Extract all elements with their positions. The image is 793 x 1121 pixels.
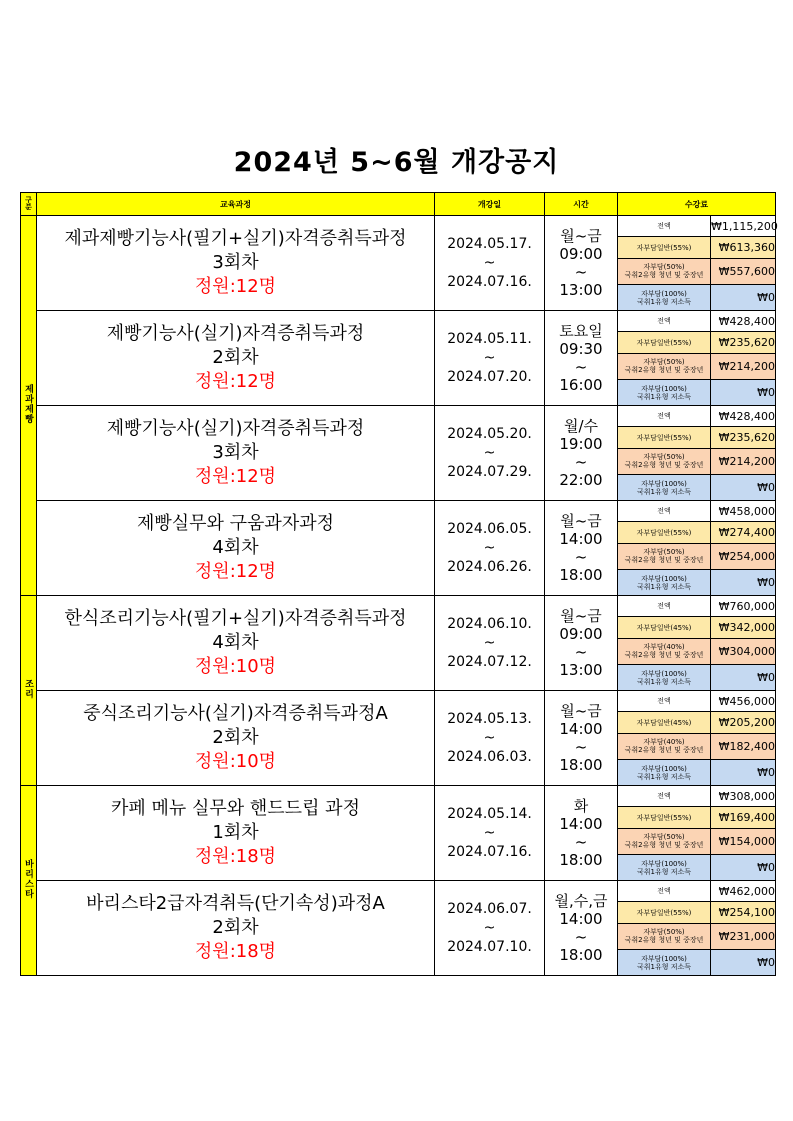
- fee-amount: ₩557,600: [711, 258, 776, 284]
- time-cell: [545, 501, 618, 596]
- fee-label-main: 자부담(100%): [641, 289, 687, 298]
- course-name: 한식조리기능사(필기+실기)자격증취득과정: [64, 608, 407, 629]
- class-days: 월~금: [560, 227, 602, 245]
- fee-amount: ₩0: [711, 285, 776, 310]
- course-name: 제빵기능사(실기)자격증취득과정: [106, 323, 365, 344]
- period-cell: [435, 406, 545, 501]
- fee-row: [618, 855, 775, 880]
- period-separator: ~: [483, 729, 496, 746]
- fee-label: [618, 712, 711, 734]
- fee-amount: ₩0: [711, 380, 776, 405]
- end-time: 22:00: [559, 471, 603, 489]
- fee-row: [618, 828, 775, 854]
- fee-cell: [618, 881, 776, 976]
- period-separator: ~: [483, 539, 496, 556]
- fee-amount: ₩231,000: [711, 923, 776, 949]
- time-separator: ~: [574, 833, 588, 851]
- fee-amount: ₩1,115,200: [711, 216, 776, 237]
- course-cell: [37, 786, 435, 881]
- period-separator: ~: [483, 349, 496, 366]
- category-cell: [21, 786, 37, 976]
- course-round: 2회차: [212, 347, 259, 368]
- fee-label: [618, 760, 711, 785]
- fee-label-main: 자부담일반(55%): [636, 433, 692, 442]
- fee-amount: ₩214,200: [711, 353, 776, 379]
- fee-row: [618, 332, 775, 354]
- fee-cell: [618, 786, 776, 881]
- fee-label: [618, 733, 711, 759]
- course-cell: [37, 216, 435, 311]
- fee-label-main: 자부담(50%): [643, 928, 685, 937]
- fee-label-main: 전액: [657, 697, 671, 706]
- category-cell: [21, 216, 37, 596]
- fee-row: [618, 570, 775, 595]
- fee-amount: ₩0: [711, 475, 776, 500]
- fee-table: [618, 691, 775, 785]
- fee-label-main: 자부담일반(55%): [636, 813, 692, 822]
- fee-row: [618, 448, 775, 474]
- end-date: 2024.07.10.: [447, 938, 532, 955]
- fee-amount: ₩235,620: [711, 427, 776, 449]
- start-time: 14:00: [559, 530, 603, 548]
- fee-label-main: 전액: [657, 792, 671, 801]
- fee-row: [618, 380, 775, 405]
- fee-row: [618, 427, 775, 449]
- fee-label-main: 자부담일반(45%): [636, 718, 692, 727]
- fee-cell: [618, 691, 776, 786]
- fee-label: [618, 311, 711, 332]
- start-date: 2024.05.17.: [447, 235, 532, 252]
- time-separator: ~: [574, 738, 588, 756]
- fee-row: [618, 237, 775, 259]
- fee-label-sub: 국취2유형 청년 및 중장년: [624, 366, 704, 375]
- fee-row: [618, 881, 775, 902]
- period-separator: ~: [483, 919, 496, 936]
- page-title: 2024년 5~6월 개강공지: [233, 147, 560, 178]
- course-cell: [37, 406, 435, 501]
- fee-table: [618, 311, 775, 405]
- fee-amount: ₩462,000: [711, 881, 776, 902]
- course-capacity: 정원:12명: [194, 371, 277, 392]
- class-days: 월/수: [563, 417, 599, 435]
- course-row: [21, 596, 776, 691]
- time-separator: ~: [574, 453, 588, 471]
- header-course: 교육과정: [37, 193, 435, 216]
- fee-label-sub: 국취2유형 청년 및 중장년: [624, 746, 704, 755]
- fee-amount: ₩304,000: [711, 638, 776, 664]
- time-separator: ~: [574, 928, 588, 946]
- fee-table: [618, 596, 775, 690]
- course-round: 2회차: [212, 727, 259, 748]
- class-days: 월~금: [560, 607, 602, 625]
- fee-label-main: 자부담일반(55%): [636, 908, 692, 917]
- course-round: 3회차: [212, 252, 259, 273]
- category-cell: [21, 596, 37, 786]
- fee-table: [618, 216, 778, 310]
- fee-amount: ₩308,000: [711, 786, 776, 807]
- header-time: 시간: [545, 193, 618, 216]
- course-name: 제빵기능사(실기)자격증취득과정: [106, 418, 365, 439]
- fee-label: [618, 807, 711, 829]
- fee-label: [618, 285, 711, 310]
- fee-cell: [618, 406, 776, 501]
- fee-label: [618, 216, 711, 237]
- class-days: 월~금: [560, 512, 602, 530]
- start-date: 2024.06.05.: [447, 520, 532, 537]
- fee-label-main: 자부담(100%): [641, 574, 687, 583]
- course-capacity: 정원:10명: [194, 751, 277, 772]
- course-cell: [37, 691, 435, 786]
- fee-row: [618, 522, 775, 544]
- fee-label: [618, 501, 711, 522]
- fee-label-main: 전액: [657, 887, 671, 896]
- fee-label: [618, 638, 711, 664]
- fee-row: [618, 733, 775, 759]
- fee-label: [618, 427, 711, 449]
- start-date: 2024.05.14.: [447, 805, 532, 822]
- time-separator: ~: [574, 358, 588, 376]
- fee-label-main: 자부담(100%): [641, 384, 687, 393]
- category-label: 바리스타: [23, 858, 33, 899]
- course-row: [21, 691, 776, 786]
- class-days: 월,수,금: [554, 892, 608, 910]
- fee-amount: ₩428,400: [711, 406, 776, 427]
- course-round: 4회차: [212, 537, 259, 558]
- fee-label: [618, 448, 711, 474]
- fee-amount: ₩182,400: [711, 733, 776, 759]
- fee-label: [618, 617, 711, 639]
- fee-row: [618, 786, 775, 807]
- fee-label-main: 자부담(50%): [643, 453, 685, 462]
- class-days: 토요일: [559, 322, 603, 340]
- fee-amount: ₩154,000: [711, 828, 776, 854]
- fee-cell: [618, 501, 776, 596]
- fee-row: [618, 596, 775, 617]
- fee-label: [618, 665, 711, 690]
- fee-amount: ₩274,400: [711, 522, 776, 544]
- fee-label: [618, 786, 711, 807]
- fee-label-main: 자부담(40%): [643, 643, 685, 652]
- fee-label-sub: 국취2유형 청년 및 중장년: [624, 556, 704, 565]
- fee-label-main: 전액: [657, 317, 671, 326]
- fee-row: [618, 665, 775, 690]
- fee-label-sub: 국취1유형 저소득: [636, 962, 691, 971]
- course-row: [21, 216, 776, 311]
- course-capacity: 정원:10명: [194, 656, 277, 677]
- period-cell: [435, 786, 545, 881]
- fee-amount: ₩458,000: [711, 501, 776, 522]
- fee-label: [618, 923, 711, 949]
- fee-label-sub: 국취2유형 청년 및 중장년: [624, 936, 704, 945]
- class-days: 화: [573, 797, 589, 815]
- fee-label: [618, 406, 711, 427]
- fee-amount: ₩760,000: [711, 596, 776, 617]
- fee-label-main: 전액: [657, 507, 671, 516]
- time-separator: ~: [574, 548, 588, 566]
- fee-amount: ₩214,200: [711, 448, 776, 474]
- fee-cell: [618, 596, 776, 691]
- fee-label: [618, 543, 711, 569]
- fee-amount: ₩456,000: [711, 691, 776, 712]
- course-cell: [37, 501, 435, 596]
- fee-label-sub: 국취1유형 저소득: [636, 582, 691, 591]
- header-row: [21, 193, 776, 216]
- period-cell: [435, 501, 545, 596]
- fee-label-main: 전액: [657, 412, 671, 421]
- end-time: 18:00: [559, 946, 603, 964]
- fee-label-main: 자부담일반(55%): [636, 338, 692, 347]
- end-time: 13:00: [559, 281, 603, 299]
- fee-label: [618, 570, 711, 595]
- fee-label-main: 자부담(50%): [643, 833, 685, 842]
- fee-label: [618, 828, 711, 854]
- fee-label-sub: 국취2유형 청년 및 중장년: [624, 271, 704, 280]
- time-cell: [545, 311, 618, 406]
- fee-label-main: 전액: [657, 602, 671, 611]
- start-date: 2024.05.13.: [447, 710, 532, 727]
- category-label: 제과제빵: [23, 383, 33, 424]
- course-name: 카페 메뉴 실무와 핸드드립 과정: [111, 798, 360, 819]
- start-time: 09:30: [559, 340, 603, 358]
- fee-label-sub: 국취1유형 저소득: [636, 772, 691, 781]
- start-date: 2024.05.11.: [447, 330, 532, 347]
- fee-amount: ₩0: [711, 760, 776, 785]
- end-time: 13:00: [559, 661, 603, 679]
- fee-label-sub: 국취1유형 저소득: [636, 867, 691, 876]
- end-time: 18:00: [559, 566, 603, 584]
- fee-label: [618, 902, 711, 924]
- period-cell: [435, 691, 545, 786]
- time-cell: [545, 406, 618, 501]
- fee-label-main: 전액: [657, 222, 671, 231]
- period-separator: ~: [483, 634, 496, 651]
- fee-row: [618, 902, 775, 924]
- end-time: 16:00: [559, 376, 603, 394]
- course-round: 3회차: [212, 442, 259, 463]
- start-time: 14:00: [559, 720, 603, 738]
- fee-table: [618, 786, 775, 880]
- period-separator: ~: [483, 824, 496, 841]
- fee-row: [618, 807, 775, 829]
- fee-amount: ₩342,000: [711, 617, 776, 639]
- fee-label-main: 자부담일반(55%): [636, 528, 692, 537]
- fee-amount: ₩254,000: [711, 543, 776, 569]
- course-row: [21, 786, 776, 881]
- time-cell: [545, 786, 618, 881]
- fee-label-main: 자부담(100%): [641, 859, 687, 868]
- fee-label-sub: 국취2유형 청년 및 중장년: [624, 841, 704, 850]
- fee-label: [618, 855, 711, 880]
- end-time: 18:00: [559, 851, 603, 869]
- period-cell: [435, 216, 545, 311]
- header-fee: 수강료: [618, 193, 776, 216]
- fee-label-sub: 국취1유형 저소득: [636, 392, 691, 401]
- fee-amount: ₩235,620: [711, 332, 776, 354]
- fee-amount: ₩205,200: [711, 712, 776, 734]
- start-time: 09:00: [559, 245, 603, 263]
- fee-row: [618, 406, 775, 427]
- fee-label: [618, 475, 711, 500]
- fee-label-sub: 국취1유형 저소득: [636, 297, 691, 306]
- fee-row: [618, 638, 775, 664]
- time-cell: [545, 881, 618, 976]
- fee-label: [618, 332, 711, 354]
- course-cell: [37, 596, 435, 691]
- fee-label-main: 자부담일반(55%): [636, 243, 692, 252]
- start-date: 2024.06.07.: [447, 900, 532, 917]
- fee-label: [618, 353, 711, 379]
- fee-label-main: 자부담일반(45%): [636, 623, 692, 632]
- course-capacity: 정원:12명: [194, 466, 277, 487]
- class-days: 월~금: [560, 702, 602, 720]
- fee-label-sub: 국취2유형 청년 및 중장년: [624, 651, 704, 660]
- header-period: 개강일: [435, 193, 545, 216]
- fee-row: [618, 691, 775, 712]
- fee-row: [618, 353, 775, 379]
- time-cell: [545, 216, 618, 311]
- fee-label: [618, 691, 711, 712]
- course-name: 제빵실무와 구움과자과정: [137, 513, 334, 534]
- fee-label-main: 자부담(50%): [643, 358, 685, 367]
- fee-label: [618, 380, 711, 405]
- period-cell: [435, 881, 545, 976]
- fee-label: [618, 522, 711, 544]
- time-separator: ~: [574, 643, 588, 661]
- fee-amount: ₩428,400: [711, 311, 776, 332]
- fee-label-main: 자부담(100%): [641, 479, 687, 488]
- fee-label: [618, 881, 711, 902]
- fee-amount: ₩169,400: [711, 807, 776, 829]
- course-capacity: 정원:12명: [194, 561, 277, 582]
- course-capacity: 정원:12명: [194, 276, 277, 297]
- fee-row: [618, 950, 775, 975]
- end-date: 2024.06.03.: [447, 748, 532, 765]
- period-cell: [435, 311, 545, 406]
- course-round: 4회차: [212, 632, 259, 653]
- course-round: 1회차: [212, 822, 259, 843]
- time-cell: [545, 596, 618, 691]
- course-row: [21, 501, 776, 596]
- start-time: 14:00: [559, 910, 603, 928]
- course-name: 중식조리기능사(실기)자격증취득과정A: [83, 703, 388, 724]
- end-date: 2024.07.29.: [447, 463, 532, 480]
- fee-row: [618, 760, 775, 785]
- fee-amount: ₩0: [711, 950, 776, 975]
- category-label: 조리: [23, 678, 33, 699]
- fee-row: [618, 475, 775, 500]
- fee-label: [618, 596, 711, 617]
- fee-label-main: 자부담(50%): [643, 263, 685, 272]
- fee-label-main: 자부담(100%): [641, 764, 687, 773]
- time-separator: ~: [574, 263, 588, 281]
- end-date: 2024.07.16.: [447, 843, 532, 860]
- fee-label-sub: 국취2유형 청년 및 중장년: [624, 461, 704, 470]
- start-date: 2024.06.10.: [447, 615, 532, 632]
- schedule-table: [20, 192, 776, 976]
- course-round: 2회차: [212, 917, 259, 938]
- course-name: 바리스타2급자격취득(단기속성)과정A: [86, 893, 385, 914]
- fee-amount: ₩0: [711, 665, 776, 690]
- fee-label-main: 자부담(40%): [643, 738, 685, 747]
- time-cell: [545, 691, 618, 786]
- header-category: 구분: [21, 193, 37, 216]
- course-row: [21, 311, 776, 406]
- fee-cell: [618, 216, 776, 311]
- fee-cell: [618, 311, 776, 406]
- fee-row: [618, 923, 775, 949]
- fee-table: [618, 881, 775, 975]
- fee-row: [618, 258, 775, 284]
- fee-label-sub: 국취1유형 저소득: [636, 487, 691, 496]
- end-date: 2024.06.26.: [447, 558, 532, 575]
- end-date: 2024.07.16.: [447, 273, 532, 290]
- fee-row: [618, 543, 775, 569]
- fee-label-sub: 국취1유형 저소득: [636, 677, 691, 686]
- course-capacity: 정원:18명: [194, 941, 277, 962]
- course-capacity: 정원:18명: [194, 846, 277, 867]
- period-cell: [435, 596, 545, 691]
- start-time: 09:00: [559, 625, 603, 643]
- course-cell: [37, 881, 435, 976]
- fee-table: [618, 501, 775, 595]
- fee-label: [618, 258, 711, 284]
- fee-row: [618, 617, 775, 639]
- fee-label-main: 자부담(100%): [641, 669, 687, 678]
- course-name: 제과제빵기능사(필기+실기)자격증취득과정: [64, 228, 407, 249]
- end-time: 18:00: [559, 756, 603, 774]
- course-cell: [37, 311, 435, 406]
- course-row: [21, 881, 776, 976]
- start-date: 2024.05.20.: [447, 425, 532, 442]
- end-date: 2024.07.20.: [447, 368, 532, 385]
- fee-label: [618, 237, 711, 259]
- end-date: 2024.07.12.: [447, 653, 532, 670]
- fee-row: [618, 285, 775, 310]
- period-separator: ~: [483, 444, 496, 461]
- fee-amount: ₩254,100: [711, 902, 776, 924]
- start-time: 19:00: [559, 435, 603, 453]
- period-separator: ~: [483, 254, 496, 271]
- fee-row: [618, 501, 775, 522]
- fee-label-main: 자부담(100%): [641, 954, 687, 963]
- start-time: 14:00: [559, 815, 603, 833]
- fee-amount: ₩613,360: [711, 237, 776, 259]
- fee-label: [618, 950, 711, 975]
- fee-row: [618, 712, 775, 734]
- fee-amount: ₩0: [711, 570, 776, 595]
- course-row: [21, 406, 776, 501]
- fee-amount: ₩0: [711, 855, 776, 880]
- fee-row: [618, 216, 775, 237]
- fee-row: [618, 311, 775, 332]
- fee-table: [618, 406, 775, 500]
- fee-label-main: 자부담(50%): [643, 548, 685, 557]
